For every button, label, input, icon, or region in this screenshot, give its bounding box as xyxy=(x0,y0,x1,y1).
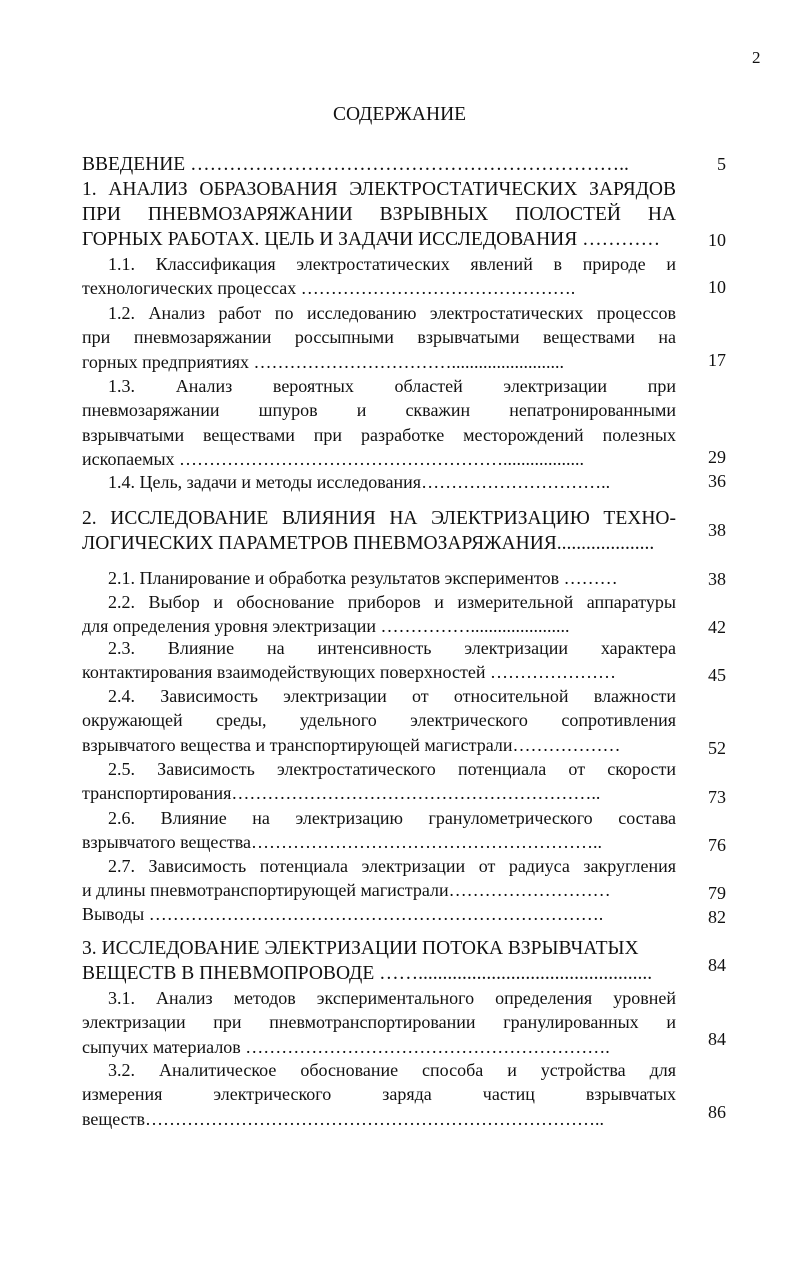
toc-entry-line: веществ………………………………………………………………….. xyxy=(82,1108,605,1129)
toc-page-number: 84 xyxy=(708,955,726,975)
toc-entry-3-1[interactable] xyxy=(82,986,676,1059)
toc-entry-introduction[interactable] xyxy=(82,152,676,177)
toc-entry-line: технологических процессах ………………………………………. xyxy=(82,278,576,299)
toc-page-number: 38 xyxy=(708,520,726,540)
toc-entry-line: измерения электрического заряда частиц взрывчатых xyxy=(82,1084,676,1105)
toc-entry-chapter-2[interactable] xyxy=(82,506,676,556)
toc-entry-line: 1.3. Анализ вероятных областей электризации при xyxy=(108,376,676,396)
toc-page-number: 82 xyxy=(708,907,726,927)
toc-entry-line: транспортирования…………………………………………………….. xyxy=(82,783,601,804)
toc-entry-line: пневмозаряжании шпуров и скважин непатронированными xyxy=(82,400,676,421)
toc-entry-2-1[interactable] xyxy=(82,566,676,590)
toc-entry-line: взрывчатого вещества………………………………………………….. xyxy=(82,832,602,853)
toc-entry-line: взрывчатыми веществами при разработке месторождений полезных xyxy=(82,424,676,445)
toc-entry-line: 2. ИССЛЕДОВАНИЕ ВЛИЯНИЯ НА ЭЛЕКТРИЗАЦИЮ ТЕХНО- xyxy=(82,508,676,529)
toc-entry-1-2[interactable] xyxy=(82,301,676,374)
toc-entry-chapter-3[interactable] xyxy=(82,936,676,986)
toc-entry-line: 2.3. Влияние на интенсивность электризации характера xyxy=(108,638,676,658)
toc-entry-conclusions[interactable] xyxy=(82,902,676,926)
toc-entry-line: 2.1. Планирование и обработка результатов экспериментов ……… xyxy=(108,568,618,588)
toc-entry-2-6[interactable] xyxy=(82,806,676,855)
toc-entry-2-3[interactable] xyxy=(82,636,676,685)
toc-entry-line: окружающей среды, удельного электрического сопротивления xyxy=(82,710,676,731)
toc-entry-line: 3. ИССЛЕДОВАНИЕ ЭЛЕКТРИЗАЦИИ ПОТОКА ВЗРЫВЧАТЫХ xyxy=(82,938,639,959)
toc-entry-line: 3.1. Анализ методов экспериментального определения уровней xyxy=(108,988,676,1008)
toc-entry-line: 1.2. Анализ работ по исследованию электростатических процессов xyxy=(108,303,676,323)
toc-entry-line: Выводы …………………………………………………………………. xyxy=(82,904,604,924)
toc-entry-line: ВВЕДЕНИЕ ………………………………………………………….. xyxy=(82,154,629,175)
toc-entry-line: контактирования взаимодействующих поверхностей ………………… xyxy=(82,662,616,683)
toc-page-number: 10 xyxy=(708,230,726,250)
toc-entry-1-3[interactable] xyxy=(82,374,676,471)
page-title: СОДЕРЖАНИЕ xyxy=(332,104,467,125)
toc-entry-1-4[interactable] xyxy=(82,470,676,494)
toc-entry-line: ЛОГИЧЕСКИХ ПАРАМЕТРОВ ПНЕВМОЗАРЯЖАНИЯ.................... xyxy=(82,533,655,554)
toc-entry-line: 2.4. Зависимость электризации от относительной влажности xyxy=(108,686,676,706)
toc-entry-line: взрывчатого вещества и транспортирующей магистрали……………… xyxy=(82,734,621,755)
toc-entry-line: горных предприятиях ……………………………......................... xyxy=(82,351,565,372)
toc-entry-2-4[interactable] xyxy=(82,684,676,757)
toc-entry-line: 2.5. Зависимость электростатического потенциала от скорости xyxy=(108,759,676,779)
toc-entry-line: 2.7. Зависимость потенциала электризации от радиуса закругления xyxy=(108,856,676,876)
toc-page-number: 29 xyxy=(708,447,726,467)
toc-page-number: 73 xyxy=(708,787,726,807)
toc-page-number: 52 xyxy=(708,738,726,758)
toc-page-number: 45 xyxy=(708,665,726,685)
toc-entry-line: 1. АНАЛИЗ ОБРАЗОВАНИЯ ЭЛЕКТРОСТАТИЧЕСКИХ ЗАРЯДОВ xyxy=(82,179,676,200)
toc-entry-1-1[interactable] xyxy=(82,252,676,301)
toc-page-number: 79 xyxy=(708,883,726,903)
toc-entry-line: 2.2. Выбор и обоснование приборов и измерительной аппаратуры xyxy=(108,592,676,612)
toc-entry-3-2[interactable] xyxy=(82,1058,676,1131)
toc-entry-line: ПРИ ПНЕВМОЗАРЯЖАНИИ ВЗРЫВНЫХ ПОЛОСТЕЙ НА xyxy=(82,204,676,225)
toc-entry-line: электризации при пневмотранспортировании гранулированных и xyxy=(82,1012,676,1033)
toc-page-number: 38 xyxy=(708,569,726,589)
toc-entry-2-7[interactable] xyxy=(82,854,676,903)
toc-entry-line: для определения уровня электризации ……………...................... xyxy=(82,616,570,637)
toc-page-number: 86 xyxy=(708,1102,726,1122)
toc-entry-2-2[interactable] xyxy=(82,590,676,639)
toc-page-number: 5 xyxy=(717,154,726,174)
toc-entry-line: 2.6. Влияние на электризацию гранулометрического состава xyxy=(108,808,676,828)
toc-entry-line: ВЕЩЕСТВ В ПНЕВМОПРОВОДЕ ……................................................ xyxy=(82,963,653,984)
toc-entry-chapter-1[interactable] xyxy=(82,177,676,252)
toc-entry-line: 1.1. Классификация электростатических явлений в природе и xyxy=(108,254,676,274)
toc-entry-line: 1.4. Цель, задачи и методы исследования………………………….. xyxy=(108,472,611,492)
page-number: 2 xyxy=(752,48,761,67)
toc-entry-line: сыпучих материалов ……………………………………………………. xyxy=(82,1036,610,1057)
toc-page-number: 17 xyxy=(708,350,726,370)
toc-page-number: 36 xyxy=(708,471,726,491)
toc-entry-line: ископаемых ……………………………………………….................. xyxy=(82,448,585,469)
toc-page-number: 42 xyxy=(708,617,726,637)
toc-page-number: 76 xyxy=(708,835,726,855)
toc-entry-line: 3.2. Аналитическое обоснование способа и устройства для xyxy=(108,1060,676,1080)
toc-entry-2-5[interactable] xyxy=(82,757,676,806)
toc-entry-line: и длины пневмотранспортирующей магистрали……………………… xyxy=(82,880,611,901)
toc-page-number: 10 xyxy=(708,277,726,297)
toc-page-number: 84 xyxy=(708,1029,726,1049)
toc-entry-line: при пневмозаряжании россыпными взрывчатыми веществами на xyxy=(82,327,676,348)
toc-entry-line: ГОРНЫХ РАБОТАХ. ЦЕЛЬ И ЗАДАЧИ ИССЛЕДОВАНИЯ ………… xyxy=(82,229,661,250)
